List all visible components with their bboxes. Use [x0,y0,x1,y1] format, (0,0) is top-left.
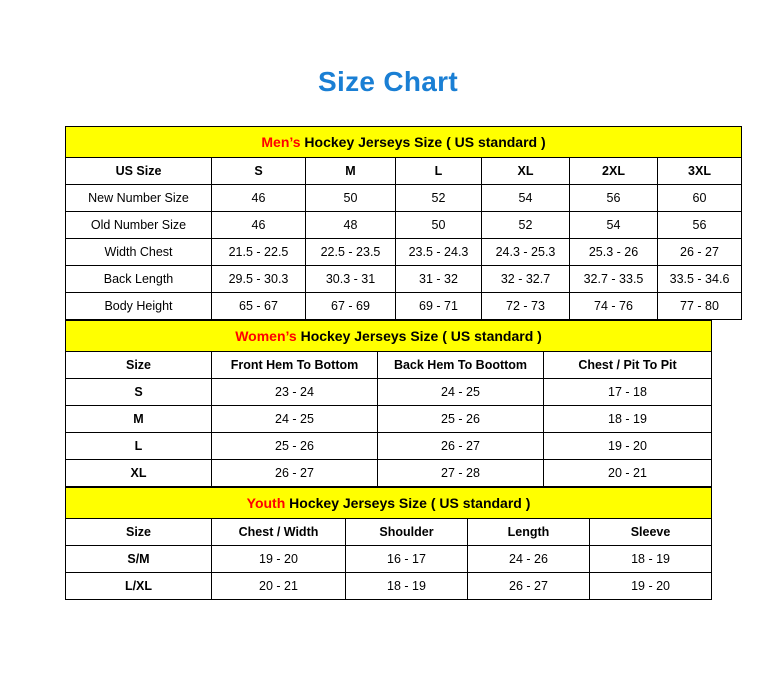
mens-row-3-cell-5: 32.7 - 33.5 [570,266,658,293]
table-banner-row [66,127,742,158]
mens-row-1-cell-5: 54 [570,212,658,239]
mens-row-4-cell-2: 67 - 69 [306,293,396,320]
mens-row-3-cell-3: 31 - 32 [396,266,482,293]
youth-header-cell-4: Sleeve [590,519,712,546]
womens-banner [66,321,712,352]
youth-row-0-cell-4: 18 - 19 [590,546,712,573]
youth-header-cell-3: Length [468,519,590,546]
youth-size-table [65,487,712,600]
womens-header-cell-3: Chest / Pit To Pit [544,352,712,379]
youth-header-cell-0: Size [66,519,212,546]
mens-row-2-cell-5: 25.3 - 26 [570,239,658,266]
mens-header-cell-2: M [306,158,396,185]
youth-header-cell-2: Shoulder [346,519,468,546]
womens-row-2-label: L [66,433,212,460]
table-row [66,185,742,212]
youth-header-cell-1: Chest / Width [212,519,346,546]
youth-row-1-label: L/XL [66,573,212,600]
womens-row-0-cell-2: 24 - 25 [378,379,544,406]
mens-row-2-cell-3: 23.5 - 24.3 [396,239,482,266]
womens-banner-accent: Women’s [235,328,297,344]
mens-row-0-cell-5: 56 [570,185,658,212]
womens-banner-rest: Hockey Jerseys Size ( US standard ) [296,328,542,344]
youth-row-1-cell-3: 26 - 27 [468,573,590,600]
table-row [66,239,742,266]
womens-row-1-label: M [66,406,212,433]
mens-row-4-cell-4: 72 - 73 [482,293,570,320]
mens-row-0-cell-1: 46 [212,185,306,212]
mens-row-2-cell-2: 22.5 - 23.5 [306,239,396,266]
mens-row-2-cell-1: 21.5 - 22.5 [212,239,306,266]
mens-row-3-cell-2: 30.3 - 31 [306,266,396,293]
mens-row-4-cell-3: 69 - 71 [396,293,482,320]
table-header-row [66,519,712,546]
table-header-row [66,158,742,185]
womens-row-0-label: S [66,379,212,406]
mens-row-4-cell-5: 74 - 76 [570,293,658,320]
mens-row-0-cell-3: 52 [396,185,482,212]
youth-row-0-cell-2: 16 - 17 [346,546,468,573]
mens-row-1-cell-4: 52 [482,212,570,239]
table-row [66,460,712,487]
table-row [66,379,712,406]
mens-row-1-label: Old Number Size [66,212,212,239]
youth-row-1-cell-1: 20 - 21 [212,573,346,600]
mens-row-3-cell-1: 29.5 - 30.3 [212,266,306,293]
womens-row-3-cell-2: 27 - 28 [378,460,544,487]
youth-row-1-cell-2: 18 - 19 [346,573,468,600]
table-row [66,293,742,320]
mens-header-cell-4: XL [482,158,570,185]
mens-row-0-cell-6: 60 [658,185,742,212]
youth-row-0-cell-3: 24 - 26 [468,546,590,573]
table-row [66,212,742,239]
mens-banner-rest: Hockey Jerseys Size ( US standard ) [300,134,546,150]
mens-row-3-cell-6: 33.5 - 34.6 [658,266,742,293]
womens-row-3-label: XL [66,460,212,487]
womens-row-1-cell-1: 24 - 25 [212,406,378,433]
mens-row-1-cell-6: 56 [658,212,742,239]
table-header-row [66,352,712,379]
table-row [66,266,742,293]
womens-row-1-cell-2: 25 - 26 [378,406,544,433]
mens-banner [66,127,742,158]
womens-size-table [65,320,712,487]
mens-banner-accent: Men’s [261,134,301,150]
womens-row-3-cell-3: 20 - 21 [544,460,712,487]
mens-row-3-label: Back Length [66,266,212,293]
womens-row-2-cell-3: 19 - 20 [544,433,712,460]
mens-row-0-cell-4: 54 [482,185,570,212]
mens-row-4-label: Body Height [66,293,212,320]
mens-row-0-label: New Number Size [66,185,212,212]
womens-row-2-cell-2: 26 - 27 [378,433,544,460]
mens-row-2-label: Width Chest [66,239,212,266]
mens-row-0-cell-2: 50 [306,185,396,212]
mens-header-cell-5: 2XL [570,158,658,185]
youth-banner-accent: Youth [246,495,286,511]
table-row [66,406,712,433]
table-banner-row [66,321,712,352]
mens-row-1-cell-3: 50 [396,212,482,239]
table-row [66,433,712,460]
womens-row-1-cell-3: 18 - 19 [544,406,712,433]
womens-row-3-cell-1: 26 - 27 [212,460,378,487]
mens-row-2-cell-6: 26 - 27 [658,239,742,266]
mens-row-3-cell-4: 32 - 32.7 [482,266,570,293]
mens-header-cell-3: L [396,158,482,185]
womens-row-0-cell-1: 23 - 24 [212,379,378,406]
mens-header-cell-6: 3XL [658,158,742,185]
table-row [66,573,712,600]
mens-row-1-cell-1: 46 [212,212,306,239]
table-row [66,546,712,573]
youth-banner-rest: Hockey Jerseys Size ( US standard ) [285,495,531,511]
size-tables-container [65,96,730,600]
womens-header-cell-2: Back Hem To Boottom [378,352,544,379]
youth-row-1-cell-4: 19 - 20 [590,573,712,600]
womens-row-0-cell-3: 17 - 18 [544,379,712,406]
mens-row-2-cell-4: 24.3 - 25.3 [482,239,570,266]
mens-row-4-cell-6: 77 - 80 [658,293,742,320]
mens-row-4-cell-1: 65 - 67 [212,293,306,320]
table-banner-row [66,488,712,519]
womens-header-cell-0: Size [66,352,212,379]
page-title: Size Chart [318,66,458,97]
youth-row-0-label: S/M [66,546,212,573]
youth-row-0-cell-1: 19 - 20 [212,546,346,573]
mens-row-1-cell-2: 48 [306,212,396,239]
womens-header-cell-1: Front Hem To Bottom [212,352,378,379]
mens-header-cell-0: US Size [66,158,212,185]
youth-banner [66,488,712,519]
mens-header-cell-1: S [212,158,306,185]
mens-size-table [65,126,742,320]
womens-row-2-cell-1: 25 - 26 [212,433,378,460]
